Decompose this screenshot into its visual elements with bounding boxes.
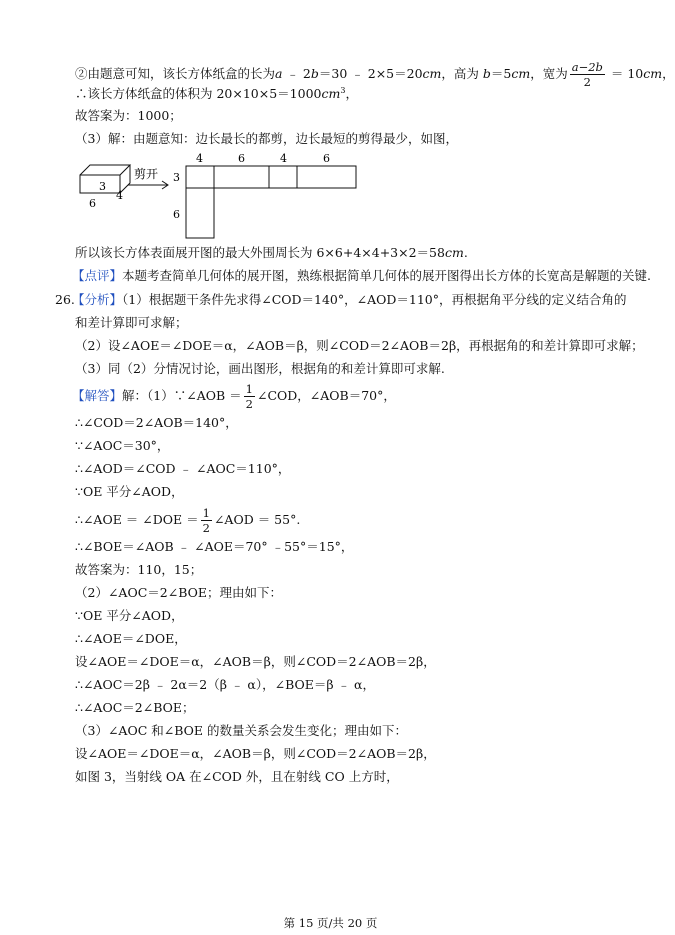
text-segment: ∠COD，∠AOB＝70°，	[256, 388, 396, 404]
page-footer: 第 15 页/共 20 页	[283, 916, 378, 930]
left-bottom-label: 6	[173, 208, 180, 221]
text-line-13: ∵∠AOC＝30°，	[75, 438, 170, 453]
fraction-numerator: 1	[245, 382, 253, 396]
analysis-line	[72, 294, 627, 307]
text-line-2	[75, 87, 358, 101]
text-line-9: （2）设∠AOE＝∠DOE＝α，∠AOB＝β，则∠COD＝2∠AOB＝2β，再根据角的和差计算即可求解；	[75, 338, 644, 353]
unit: cm	[511, 66, 531, 82]
text-line-1	[75, 61, 675, 88]
top-label-2: 6	[238, 152, 245, 165]
review-line	[72, 270, 651, 283]
text-line-26: 设∠AOE＝∠DOE＝α，∠AOB＝β，则∠COD＝2∠AOB＝2β，	[75, 746, 436, 761]
solution-tag: 【解答】	[72, 388, 123, 404]
text-segment: ，高为	[441, 66, 483, 82]
text-line-19: （2）∠AOC＝2∠BOE；理由如下：	[75, 585, 282, 600]
text-line-23: ∴∠AOC＝2β ﹣ 2α＝2（β ﹣ α），∠BOE＝β ﹣ α，	[75, 677, 375, 692]
fraction-denominator: 2	[202, 521, 210, 536]
fraction-denominator: 2	[583, 75, 591, 90]
var: b	[482, 66, 491, 82]
top-label-1: 4	[196, 152, 203, 165]
fraction	[244, 383, 255, 410]
unit: cm	[444, 245, 464, 260]
analysis-text: （1）根据题干条件先求得∠COD＝140°，∠AOD＝110°，再根据角平分线的定义结合角的	[122, 292, 627, 307]
text-line-25: （3）∠AOC 和∠BOE 的数量关系会发生变化；理由如下：	[75, 723, 407, 738]
left-top-label: 3	[173, 171, 180, 184]
text-line-12: ∴∠COD＝2∠AOB＝140°，	[75, 415, 238, 430]
net-diagram	[72, 150, 372, 250]
unit: cm	[321, 86, 341, 102]
text-segment: ∴∠AOE ＝ ∠DOE ＝	[75, 512, 199, 528]
text-line-24: ∴∠AOC＝2∠BOE；	[75, 700, 195, 715]
box-bottom-label: 6	[89, 197, 96, 210]
text-line-5	[75, 247, 468, 260]
text-line-27: 如图 3，当射线 OA 在∠COD 外，且在射线 CO 上方时，	[75, 769, 399, 784]
superscript: 3	[340, 86, 346, 95]
text-segment: .	[463, 245, 468, 260]
text-segment: ＝ 10	[606, 66, 644, 82]
text-segment: ＝5	[490, 66, 512, 82]
analysis-tag: 【分析】	[72, 292, 123, 307]
unit: cm	[643, 66, 663, 82]
text-segment: ，	[662, 66, 675, 82]
text-line-3: 故答案为：1000；	[75, 108, 182, 123]
fraction	[201, 507, 212, 534]
cut-label: 剪开	[134, 167, 159, 181]
text-segment: 解：（1）∵∠AOB ＝	[122, 388, 242, 404]
var: b	[310, 66, 319, 82]
fraction-numerator: 1	[202, 506, 210, 520]
text-line-17: ∴∠BOE＝∠AOB ﹣ ∠AOE＝70° ﹣55°＝15°，	[75, 539, 354, 554]
text-segment: ＝30 ﹣ 2×5＝20	[318, 66, 423, 82]
text-segment: ，宽为	[530, 66, 568, 82]
box-side-label: 4	[116, 189, 123, 202]
text-segment: ∠AOD ＝ 55°.	[213, 512, 301, 528]
text-segment: ﹣ 2	[282, 66, 311, 82]
review-text: 本题考查简单几何体的展开图，熟练根据简单几何体的展开图得出长方体的长宽高是解题的关键.	[122, 268, 651, 283]
text-segment: ∴该长方体纸盒的体积为 20×10×5＝1000	[75, 86, 322, 102]
net-shape	[186, 166, 356, 238]
text-line-18: 故答案为：110，15；	[75, 562, 203, 577]
box-front-label: 3	[99, 180, 106, 193]
text-line-22: 设∠AOE＝∠DOE＝α，∠AOB＝β，则∠COD＝2∠AOB＝2β，	[75, 654, 436, 669]
fraction-denominator: 2	[245, 397, 253, 412]
top-label-3: 4	[280, 152, 287, 165]
var: a	[275, 66, 283, 82]
text-line-15: ∵OE 平分∠AOD，	[75, 484, 184, 499]
question-number: 26.	[55, 292, 75, 307]
text-segment: ，	[345, 86, 358, 102]
unit: cm	[422, 66, 442, 82]
top-label-4: 6	[323, 152, 330, 165]
text-line-4: （3）解：由题意知：边长最长的都剪，边长最短的剪得最少，如图，	[75, 131, 458, 146]
text-line-14: ∴∠AOD＝∠COD ﹣ ∠AOC＝110°，	[75, 461, 291, 476]
text-line-8: 和差计算即可求解；	[75, 315, 188, 330]
review-tag: 【点评】	[72, 268, 123, 283]
text-line-10: （3）同（2）分情况讨论，画出图形，根据角的和差计算即可求解.	[75, 361, 445, 376]
text-line-20: ∵OE 平分∠AOD，	[75, 608, 184, 623]
text-segment: ②由题意可知，该长方体纸盒的长为	[75, 66, 276, 82]
solution-line	[72, 383, 396, 410]
fraction-numerator: a−2b	[571, 60, 603, 74]
text-line-21: ∴∠AOE＝∠DOE，	[75, 631, 187, 646]
fraction	[570, 61, 605, 88]
text-segment: 所以该长方体表面展开图的最大外围周长为 6×6+4×4+3×2＝58	[75, 245, 445, 260]
text-line-16	[75, 507, 300, 534]
